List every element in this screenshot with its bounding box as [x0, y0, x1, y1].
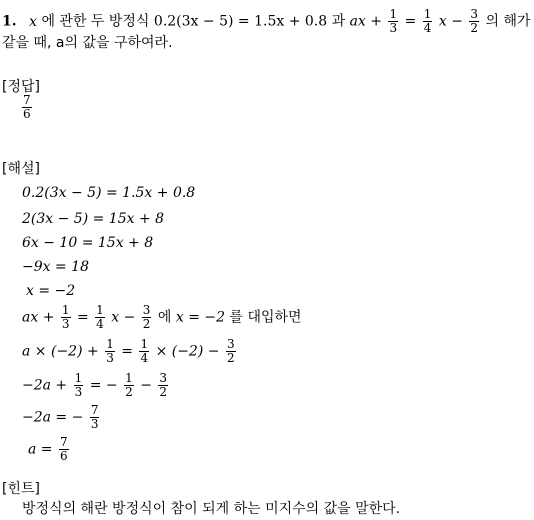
problem-text-3: 의 해가 — [485, 13, 531, 30]
problem-text-1: 에 관한 두 방정식 — [41, 13, 150, 30]
fraction: $\frac{1}{3}$ — [389, 7, 398, 35]
fraction: $\frac{3}{2}$ — [226, 337, 235, 365]
fraction: $\frac{7}{3}$ — [90, 403, 99, 431]
solution-step-2: 2(3x − 5) = 15x + 8 — [22, 211, 165, 227]
fraction: $\frac{1}{4}$ — [96, 303, 104, 331]
fraction: $\frac{3}{2}$ — [470, 7, 479, 35]
equals-sign: = — [404, 13, 417, 30]
problem-number: 1. — [2, 13, 17, 30]
fraction: $\frac{1}{4}$ — [140, 337, 149, 365]
solution-step-8: −2a + $\frac{1}{3}$ = − $\frac{1}{2}$ − $\frac{3}{2}$ — [22, 371, 168, 399]
solution-step-1: 0.2(3x − 5) = 1.5x + 0.8 — [22, 185, 196, 201]
hint-text: 방정식의 해란 방정식이 참이 되게 하는 미지수의 값을 말한다. — [22, 501, 401, 517]
equation-1: 0.2(3x − 5) = 1.5x + 0.8 — [153, 13, 328, 30]
fraction: $\frac{1}{3}$ — [61, 303, 70, 331]
problem-text-2: 과 — [331, 13, 346, 30]
solution-step-10: a = $\frac{7}{6}$ — [28, 435, 68, 463]
solution-step-3: 6x − 10 = 15x + 8 — [22, 235, 154, 251]
solution-step-7: a × (−2) + $\frac{1}{3}$ = $\frac{1}{4}$ × (−2) − $\frac{3}{2}$ — [22, 337, 235, 365]
fraction: $\frac{1}{3}$ — [74, 371, 83, 399]
equation-2-term: x − — [438, 13, 463, 30]
fraction: $\frac{1}{4}$ — [423, 7, 432, 35]
solution-step-5: x = −2 — [26, 283, 76, 299]
fraction: $\frac{7}{6}$ — [59, 435, 68, 463]
fraction: $\frac{3}{2}$ — [159, 371, 168, 399]
solution-step-6: ax + $\frac{1}{3}$ = $\frac{1}{4}$ x − $\frac{3}{2}$ 에 x = −2 를 대입하면 — [22, 303, 302, 331]
fraction: $\frac{1}{2}$ — [125, 371, 133, 399]
equation-2-lhs: ax + — [349, 13, 383, 30]
var-x: x — [29, 13, 37, 30]
fraction: $\frac{3}{2}$ — [142, 303, 151, 331]
problem-line-2: 같을 때, a의 값을 구하여라. — [2, 35, 173, 51]
solution-label: [해설] — [2, 161, 40, 177]
solution-step-4: −9x = 18 — [22, 259, 89, 275]
solution-step-9: −2a = − $\frac{7}{3}$ — [22, 403, 99, 431]
answer-label: [정답] — [2, 79, 40, 95]
fraction: $\frac{7}{6}$ — [23, 93, 31, 121]
problem-line-1 — [2, 8, 531, 35]
fraction: $\frac{1}{3}$ — [106, 337, 114, 365]
answer-value — [20, 94, 34, 121]
hint-label: [힌트] — [2, 481, 40, 497]
